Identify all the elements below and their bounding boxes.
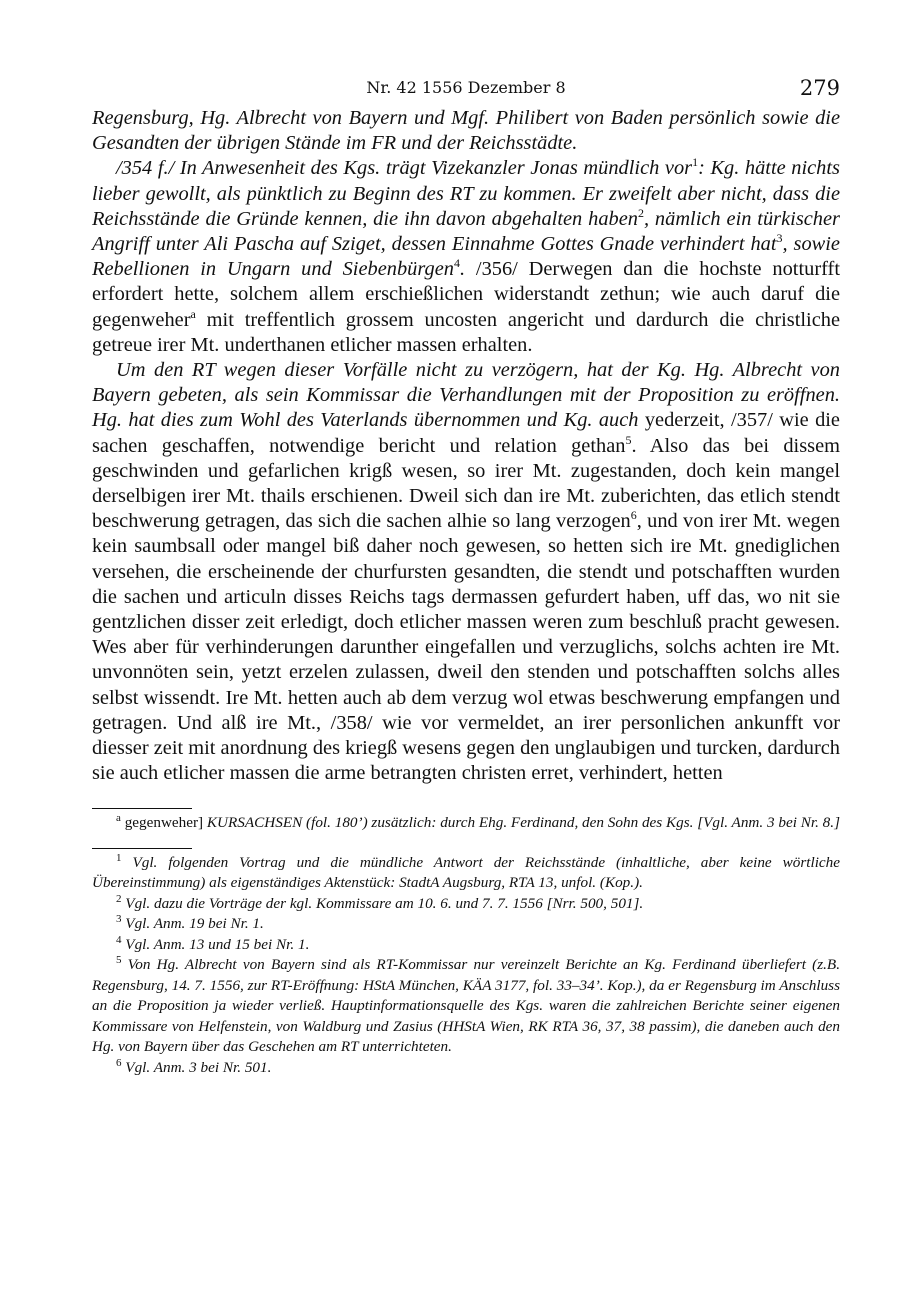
apparatus-divider [92, 808, 192, 809]
document-page [92, 72, 840, 1078]
running-title: Nr. 42 1556 Dezember 8 [366, 78, 566, 97]
paragraph-1 [92, 106, 840, 156]
footnote-1 [92, 853, 840, 894]
footnote-ref[interactable]: 3 [776, 231, 783, 246]
summary-text: /354 f./ In Anwesenheit des Kgs. trägt Vizekanzler Jonas mündlich vor [116, 157, 693, 180]
footnote-4 [92, 935, 840, 956]
source-text: mit treffentlich grossem uncosten angericht und dardurch die christliche getreue irer Mt. underthanen etlicher massen erhalten. [92, 308, 840, 356]
main-text [92, 106, 840, 786]
footnote-mark: 4 [116, 933, 122, 946]
footnote-3 [92, 914, 840, 935]
apparatus-note [92, 813, 840, 834]
footnote-mark: 2 [116, 892, 122, 905]
footnote-6 [92, 1058, 840, 1079]
footnote-mark: 5 [116, 954, 122, 967]
source-text: /356/ Derwegen dan die hochste notturfft erfordert hette, solchem allem erschießlichen widerstandt zethun; wie auch daruf die gegenweher [92, 258, 840, 331]
paragraph-2 [92, 156, 840, 358]
apparatus-text: KURSACHSEN (fol. 180’) zusätzlich: durch Ehg. Ferdinand, den Sohn des Kgs. [Vgl. Anm. 3 bei Nr. 8.] [203, 814, 840, 832]
footnote-mark: 6 [116, 1056, 122, 1069]
footnote-5 [92, 955, 840, 1058]
summary-text: , nämlich ein türkischer Angriff unter Ali Pascha auf Sziget, dessen Einnahme Gottes Gnade verhindert hat [92, 207, 840, 256]
apparatus-ref[interactable]: a [190, 306, 196, 321]
footnote-2 [92, 894, 840, 915]
footnote-text: Von Hg. Albrecht von Bayern sind als RT-Kommissar nur vereinzelt Berichte an Kg. Ferdinand überliefert (z.B. Regensburg, 14. 7. 1556, zur RT-Eröffnung: HStA München, KÄA 3177, fol. 33–34’. Kop.), da er Regensburg im Anschluss an die Proposition ja wieder verließ. Hauptinformationsquelle des Kgs. waren die zahlreichen Berichte seiner eigenen Kommissare von Helfenstein, von Waldburg und Zasius (HHStA Wien, RK RTA 36, 37, 38 passim), die daneben auch den Hg. von Bayern über das Geschehen am RT unterrichteten. [92, 956, 840, 1056]
footnote-mark: 1 [116, 851, 122, 864]
footnote-text: Vgl. Anm. 3 bei Nr. 501. [121, 1058, 272, 1076]
paragraph-3 [92, 358, 840, 786]
footnote-ref[interactable]: 5 [625, 432, 632, 447]
footnote-text: Vgl. Anm. 13 und 15 bei Nr. 1. [121, 935, 310, 953]
footnote-text: Vgl. folgenden Vortrag und die mündliche Antwort der Reichsstände (inhaltliche, aber keine wörtliche Übereinstimmung) als eigenständiges Aktenstück: StadtA Augsburg, RTA 13, unfol. (Kop.). [92, 853, 840, 892]
footnote-text: Vgl. Anm. 19 bei Nr. 1. [121, 915, 264, 933]
summary-text: Regensburg, Hg. Albrecht von Bayern und Mgf. Philibert von Baden persönlich sowie die Gesandten der übrigen Stände im FR und der Reichsstädte. [92, 107, 840, 155]
source-text: . Also das bei dissem geschwinden und gefarlichen krigß wesen, so irer Mt. zugestanden, doch kein mangel derselbigen irer Mt. thails erschienen. Dweil sich dan ire Mt. zuberichten, das etlich stendt beschwerung getragen, das sich die sachen alhie so lang verzogen [92, 434, 840, 533]
apparatus-lemma: gegenweher] [120, 814, 204, 832]
source-text: , und von irer Mt. wegen kein saumbsall oder mangel biß daher noch gewesen, so hetten sich ire Mt. gnediglichen versehen, die erscheinende der churfursten gesandten, die stendt und potschafften wurden die sachen und articuln disses Reichs tags dermassen gefurdert haben, uff das, wo nit sie gentzlichen disser zeit erledigt, doch etlicher massen weren zum beschluß pracht gewesen. Wes aber für verhinderungen darunther eingefallen und verzuglichs, solchs achten ire Mt. unvonnöten sein, yetzt erzelen zulassen, dweil den stenden und potschafften solchs alles selbst wissendt. Ire Mt. hetten auch ab dem verzug wol etwas beschwerung empfangen und getragen. Und alß ire Mt., /358/ wie vor vermeldet, an irer personlichen ankunfft vor diesser zeit mit anordnung des kriegß wesens gegen den unglaubigen und turcken, dardurch sie auch etlicher massen die arme betrangten christen erret, verhindert, hetten [92, 510, 841, 785]
footnote-mark: 3 [116, 913, 122, 926]
summary-text: . [459, 258, 466, 281]
footnote-ref[interactable]: 2 [637, 206, 644, 221]
summary-text: Um den RT wegen dieser Vorfälle nicht zu verzögern, hat der Kg. Hg. Albrecht von Bayern gebeten, als sein Kommissar die Verhandlungen mit der Proposition zu eröffnen. Hg. hat dies zum Wohl des Vaterlands übernommen und Kg. auch [92, 359, 840, 432]
text-apparatus [92, 808, 840, 834]
footnotes [92, 848, 840, 1079]
footnote-ref[interactable]: 4 [453, 256, 460, 271]
source-text: yederzeit, /357/ wie die sachen geschaffen, notwendige bericht und relation gethan [92, 409, 840, 457]
footnote-ref[interactable]: 6 [630, 508, 637, 523]
page-header [92, 72, 840, 106]
apparatus-mark: a [116, 812, 121, 825]
summary-text: , sowie Rebellionen in Ungarn und Siebenbürgen [92, 233, 840, 281]
summary-text: : Kg. hätte nichts lieber gewollt, als pünktlich zu Beginn des RT zu kommen. Er zweifelt aber nicht, dass die Reichsstände die Gründe kennen, die ihn davon abgehalten haben [92, 157, 840, 230]
footnote-divider [92, 848, 192, 849]
page-number: 279 [799, 76, 840, 100]
footnote-text: Vgl. dazu die Vorträge der kgl. Kommissare am 10. 6. und 7. 7. 1556 [Nrr. 500, 501]. [121, 894, 644, 912]
footnote-ref[interactable]: 1 [692, 155, 699, 170]
